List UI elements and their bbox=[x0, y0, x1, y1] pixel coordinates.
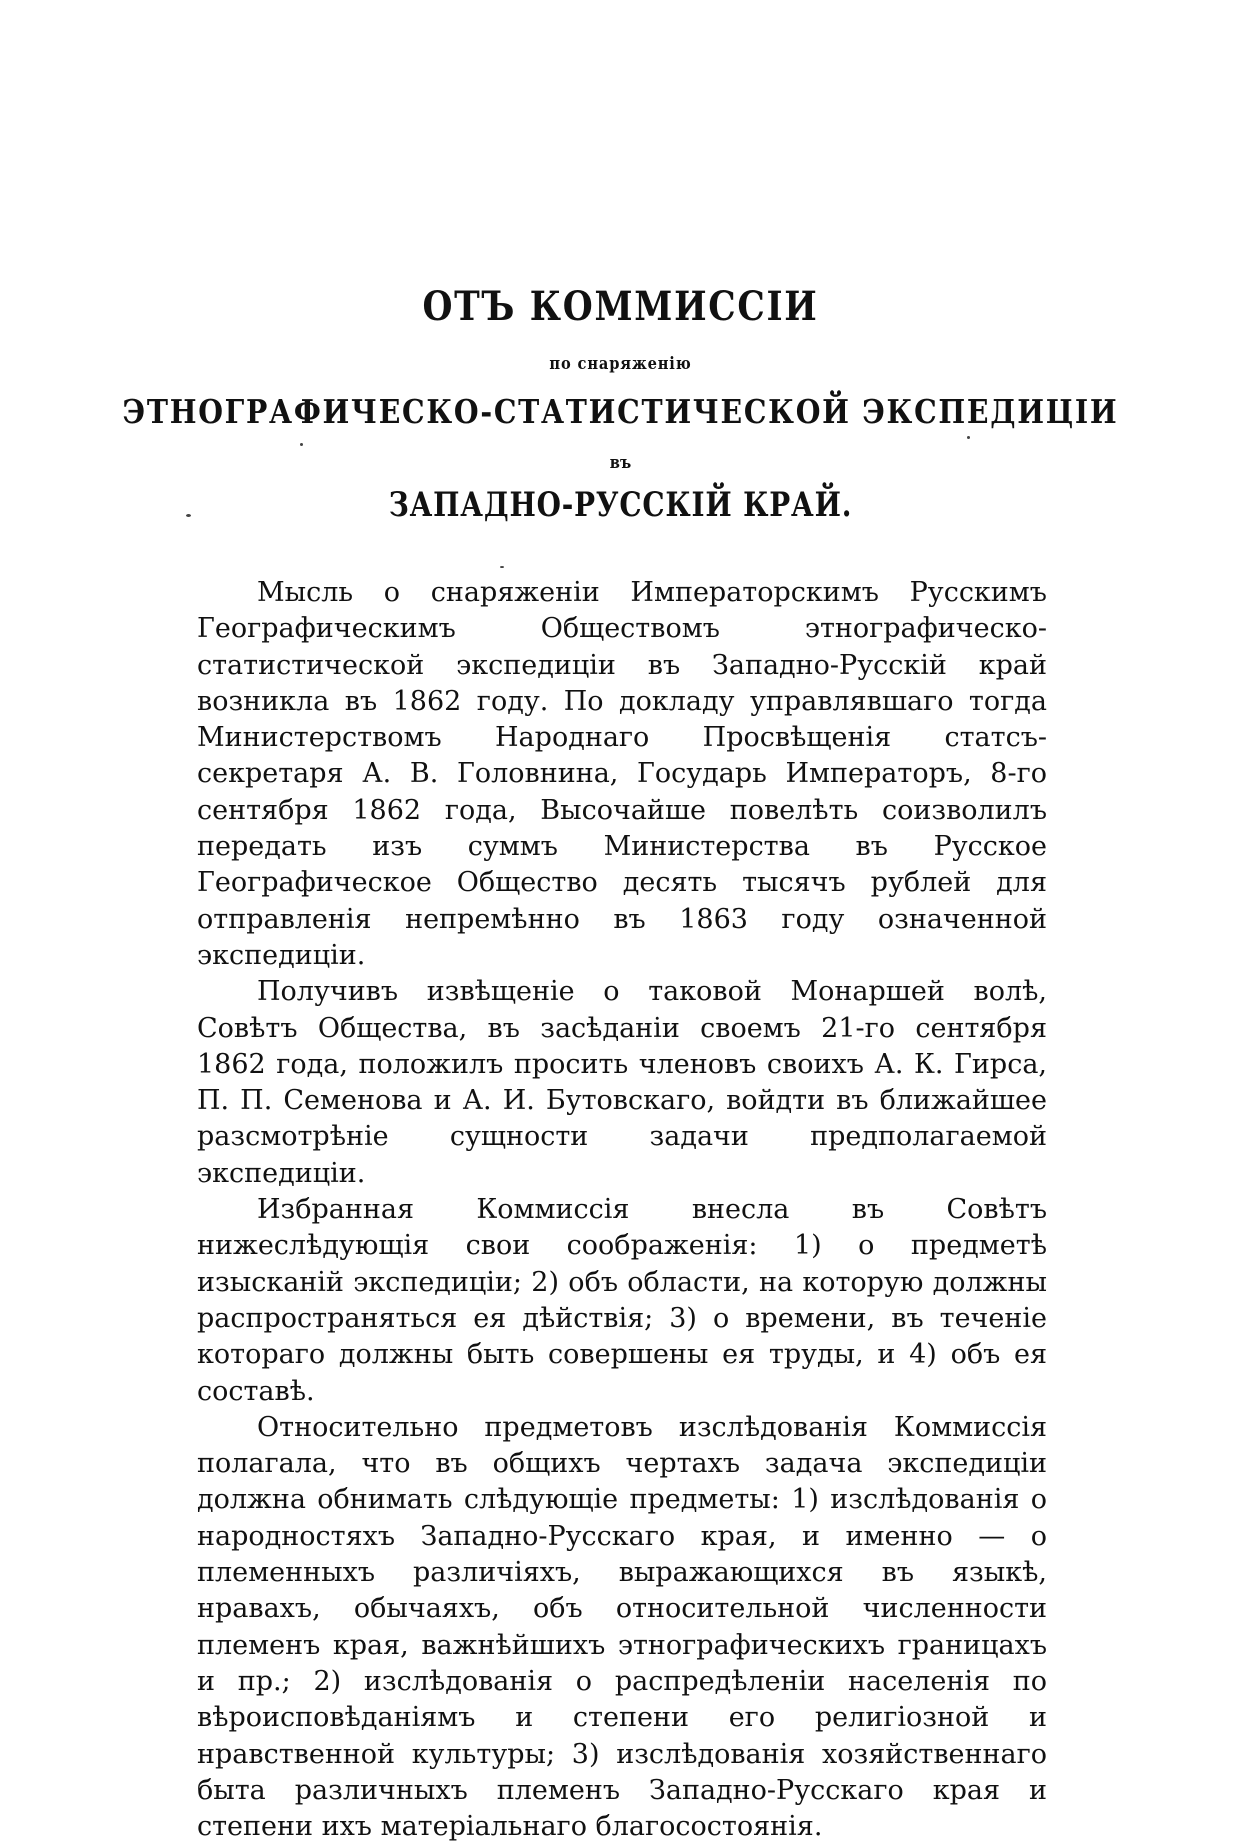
page-title: ОТЪ КОММИССІИ bbox=[422, 283, 819, 330]
title-preposition-line: въ bbox=[609, 453, 632, 473]
region-title: ЗАПАДНО-РУССКІЙ КРАЙ. bbox=[388, 485, 853, 525]
print-speck bbox=[967, 436, 970, 439]
print-speck bbox=[300, 443, 303, 446]
expedition-subtitle: ЭТНОГРАФИЧЕСКО-СТАТИСТИЧЕСКОЙ ЭКСПЕДИЦІИ bbox=[122, 392, 1119, 431]
paragraph-2: Получивъ извѣщеніе о таковой Монаршей волѣ, Совѣтъ Общества, въ засѣданіи своемъ 21-го сентября 1862 года, положилъ просить членовъ своихъ А. К. Гирса, П. П. Семенова и А. И. Бутовскаго, войдти въ ближайшее разсмотрѣніе сущности задачи предполагаемой экспедиціи. bbox=[197, 976, 1047, 1189]
paragraph-1: Мысль о снаряженіи Императорскимъ Русскимъ Географическимъ Обществомъ этнографическо-статистической экспедиціи въ Западно-Русскій край возникла въ 1862 году. По докладу управлявшаго тогда Министерствомъ Народнаго Просвѣщенія статсъ-секретаря А. В. Головнина, Государь Императоръ, 8-го сентября 1862 года, Высочайше повелѣть соизволилъ передать изъ суммъ Министерства въ Русское Географическое Общество десять тысячъ рублей для отправленія непремѣнно въ 1863 году означенной экспедиціи. bbox=[197, 577, 1047, 971]
paragraph-4: Относительно предметовъ изслѣдованія Коммиссія полагала, что въ общихъ чертахъ задача экспедиціи должна обнимать слѣдующіе предметы: 1) изслѣдованія о народностяхъ Западно-Русскаго края, и именно — о племенныхъ различіяхъ, выражающихся въ языкѣ, нравахъ, обычаяхъ, объ относительной численности племенъ края, важнѣйшихъ этнографическихъ границахъ и пр.; 2) изслѣдованія о распредѣленіи населенія по вѣроисповѣданіямъ и степени его религіозной и нравственной культуры; 3) изслѣдованія хозяйственнаго быта различныхъ племенъ Западно-Русскаго края и степени ихъ матеріальнаго благосостоянія. bbox=[197, 1411, 1047, 1843]
print-speck bbox=[186, 514, 191, 517]
title-connector-line: по снаряженію bbox=[549, 354, 692, 374]
body-text bbox=[197, 575, 1047, 1845]
paragraph-3: Избранная Коммиссія внесла въ Совѣтъ нижеслѣдующія свои соображенія: 1) о предметѣ изысканій экспедиціи; 2) объ области, на которую должны распространяться ея дѣйствія; 3) о времени, въ теченіе котораго должны быть совершены ея труды, и 4) объ ея составѣ. bbox=[197, 1194, 1047, 1407]
print-speck bbox=[500, 566, 504, 568]
